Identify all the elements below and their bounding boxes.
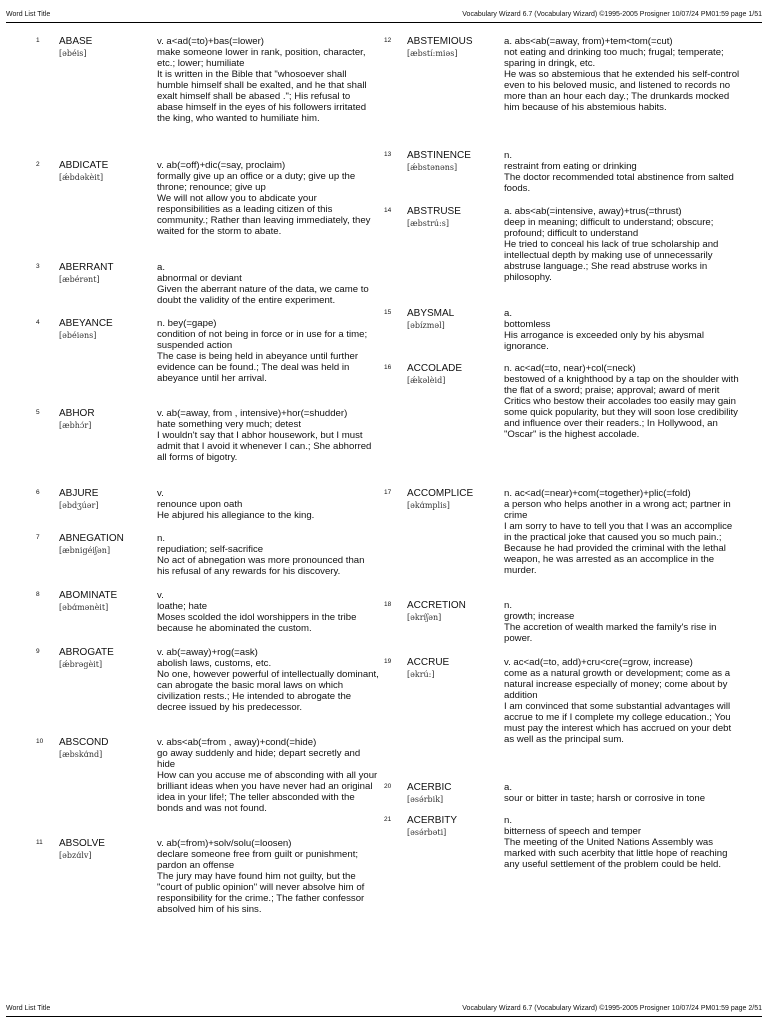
entry-pronunciation: [əbzɑ́lv] [59, 851, 92, 860]
entry-pronunciation: [əbdʒúər] [59, 501, 99, 510]
entry-word: ABYSMAL [407, 308, 455, 319]
entry-definition: n. bey(=gape) condition of not being in force or in use for a time; suspended action The case is being held in abeyance until further evidence can be found.; The deal was held in abeyance until her arrival. [157, 318, 368, 384]
entry-definition: a. abs<ab(=intensive, away)+trus(=thrust) deep in meaning; difficult to understand; obscure; profound; difficult to understand He tried to conceal his lack of true scholarship and intellectual depth by making use of unnecessarily abstruse language.; She read abstruse works in philosophy. [504, 206, 719, 283]
entry-definition: a. abnormal or deviant Given the aberrant nature of the data, we came to doubt the validity of the entire experiment. [157, 262, 369, 306]
entry-number: 2 [36, 161, 40, 168]
entry-definition: v. abs<ab(=from , away)+cond(=hide) go away suddenly and hide; depart secretly and hide How can you accuse me of absconding with all your brilliant ideas when you have never had an original idea in your life!; The teller absconded with the bonds and was not found. [157, 737, 378, 814]
entry-definition: a. bottomless His arrogance is exceeded only by his abysmal ignorance. [504, 308, 704, 352]
entry-pronunciation: [əsə́rbik] [407, 795, 444, 804]
entry-word: ACCRETION [407, 600, 466, 611]
entry-pronunciation: [əkríʃən] [407, 613, 442, 622]
entry-word: ABROGATE [59, 647, 114, 658]
page-footer [6, 1002, 762, 1017]
header-program-info: Vocabulary Wizard 6.7 (Vocabulary Wizard) ©1995-2005 Prosigner 10/07/24 PM01:59 page 1/51 [462, 11, 762, 18]
entry-pronunciation: [ǽkəlèid] [407, 376, 446, 385]
entry-word: ACERBITY [407, 815, 458, 826]
entry-number: 17 [384, 489, 392, 496]
entry-pronunciation: [æbhɔ́r] [59, 421, 92, 430]
entry-number: 8 [36, 591, 40, 598]
page-header [6, 8, 762, 23]
entry-pronunciation: [æbérənt] [59, 275, 100, 284]
entry-word: ABDICATE [59, 160, 109, 171]
entry-word: ABERRANT [59, 262, 114, 273]
entry-pronunciation: [əkrú:] [407, 670, 435, 679]
entry-number: 13 [384, 151, 392, 158]
entry-pronunciation: [ǽbdəkèit] [59, 173, 104, 182]
entry-word: ABOMINATE [59, 590, 118, 601]
entry-number: 7 [36, 534, 40, 541]
entry-number: 3 [36, 263, 40, 270]
entry-number: 10 [36, 738, 44, 745]
footer-list-title: Word List Title [6, 1005, 51, 1012]
entry-definition: n. repudiation; self-sacrifice No act of abnegation was more pronounced than his refusal of any rewards for his discovery. [157, 533, 365, 577]
entry-pronunciation: [æbnigéiʃən] [59, 546, 111, 555]
entry-word: ACCOMPLICE [407, 488, 474, 499]
entry-number: 1 [36, 37, 40, 44]
entry-number: 5 [36, 409, 40, 416]
entry-word: ABEYANCE [59, 318, 113, 329]
entry-number: 14 [384, 207, 392, 214]
entry-word: ABJURE [59, 488, 99, 499]
entry-pronunciation: [əbéiəns] [59, 331, 97, 340]
entry-pronunciation: [əbɑ́mənèit] [59, 603, 109, 612]
entry-definition: a. abs<ab(=away, from)+tem<tom(=cut) not eating and drinking too much; frugal; temperate; sparing in dringk, etc. He was so abstemious that he extended his self-control even to his beloved music, and listened to records no more than an hour each day.; The drunkards mocked him because of his abstemious habits. [504, 36, 740, 113]
entry-definition: n. restraint from eating or drinking The doctor recommended total abstinence from salted foods. [504, 150, 734, 194]
entry-definition: n. ac<ad(=near)+com(=together)+plic(=fold) a person who helps another in a wrong act; partner in crime I am sorry to have to tell you that I was an accomplice in the practical joke that caused you so much pain.; Because he had provided the criminal with the lethal weapon, he was arrested as an accomplice in the murder. [504, 488, 733, 576]
entry-definition: v. a<ad(=to)+bas(=lower) make someone lower in rank, position, character, etc.; lower; humiliate It is written in the Bible that "whosoever shall humble himself shall be exalted, and he that shall exalt himself shall be abased ."; His refusal to abase himself in the eyes of his followers irritated the king, who wanted to humiliate him. [157, 36, 367, 124]
entry-number: 18 [384, 601, 392, 608]
entry-pronunciation: [ǽbstənəns] [407, 163, 458, 172]
entry-number: 21 [384, 816, 392, 823]
entry-word: ABSTRUSE [407, 206, 461, 217]
entry-word: ACERBIC [407, 782, 452, 793]
entry-definition: v. ab(=away, from , intensive)+hor(=shudder) hate something very much; detest I wouldn't say that I abhor housework, but I must admit that I avoid it whenever I can.; She abhorred all forms of bigotry. [157, 408, 372, 463]
entry-number: 4 [36, 319, 40, 326]
entry-definition: a. sour or bitter in taste; harsh or corrosive in tone [504, 782, 706, 804]
entry-definition: v. ab(=from)+solv/solu(=loosen) declare someone free from guilt or punishment; pardon an offense The jury may have found him not guilty, but the "court of public opinion" will never absolve him of responsibility for the crime.; The father confessor absolved him of his sins. [157, 838, 365, 915]
entry-definition: n. ac<ad(=to, near)+col(=neck) bestowed of a knighthood by a tap on the shoulder with the flat of a sword; praise; approval; award of merit Critics who bestow their accolades too easily may gain some quick popularity, but they will soon lose credibility and influence over their readers.; In Hollywood, an "Oscar" is the highest accolade. [504, 363, 739, 440]
entry-pronunciation: [æbstrú:s] [407, 219, 449, 228]
entry-number: 20 [384, 783, 392, 790]
entry-number: 16 [384, 364, 392, 371]
entry-number: 9 [36, 648, 40, 655]
entry-pronunciation: [əkɑ́mplis] [407, 501, 450, 510]
entry-word: ABSCOND [59, 737, 109, 748]
entry-definition: n. bitterness of speech and temper The meeting of the United Nations Assembly was marked with such acerbity that little hope of reaching any useful settlement of the problem could be held. [504, 815, 728, 870]
entry-number: 6 [36, 489, 40, 496]
entry-number: 15 [384, 309, 392, 316]
entry-pronunciation: [əbízməl] [407, 321, 445, 330]
entry-number: 19 [384, 658, 392, 665]
entry-word: ABASE [59, 36, 93, 47]
entry-word: ABSOLVE [59, 838, 105, 849]
entry-pronunciation: [əsə́rbəti] [407, 828, 447, 837]
entry-word: ACCRUE [407, 657, 450, 668]
entry-definition: v. loathe; hate Moses scolded the idol worshippers in the tribe because he abominated the custom. [157, 590, 357, 634]
entry-definition: v. ab(=off)+dic(=say, proclaim) formally give up an office or a duty; give up the throne; renounce; give up We will not allow you to abdicate your responsibilities as a leading citizen of this community.; Rather than leaving immediately, they waited for the storm to abate. [157, 160, 371, 237]
entry-word: ACCOLADE [407, 363, 463, 374]
entry-word: ABSTEMIOUS [407, 36, 473, 47]
entry-pronunciation: [æbstí:miəs] [407, 49, 458, 58]
footer-program-info: Vocabulary Wizard 6.7 (Vocabulary Wizard) ©1995-2005 Prosigner 10/07/24 PM01:59 page 2/51 [462, 1005, 762, 1012]
entry-pronunciation: [æbskɑ́nd] [59, 750, 103, 759]
entry-pronunciation: [əbéis] [59, 49, 87, 58]
entry-definition: v. ab(=away)+rog(=ask) abolish laws, customs, etc. No one, however powerful of intellectually dominant, can abrogate the basic moral laws on which civilization rests.; He intended to abrogate the decree issued by his predecessor. [157, 647, 379, 713]
entry-definition: v. ac<ad(=to, add)+cru<cre(=grow, increase) come as a natural growth or development; come as a natural increase especially of money; come about by addition I am convinced that some substantial advantages will accrue to me if I complete my college education.; You must pay the interest which has accrued on your debt as well as the principal sum. [504, 657, 732, 745]
header-list-title: Word List Title [6, 11, 51, 18]
entry-word: ABNEGATION [59, 533, 124, 544]
entry-definition: v. renounce upon oath He abjured his allegiance to the king. [157, 488, 315, 521]
entry-number: 11 [36, 839, 43, 846]
entry-definition: n. growth; increase The accretion of wealth marked the family's rise in power. [504, 600, 717, 644]
entry-pronunciation: [ǽbrəgèit] [59, 660, 103, 669]
entry-word: ABHOR [59, 408, 95, 419]
entry-word: ABSTINENCE [407, 150, 471, 161]
entry-number: 12 [384, 37, 392, 44]
